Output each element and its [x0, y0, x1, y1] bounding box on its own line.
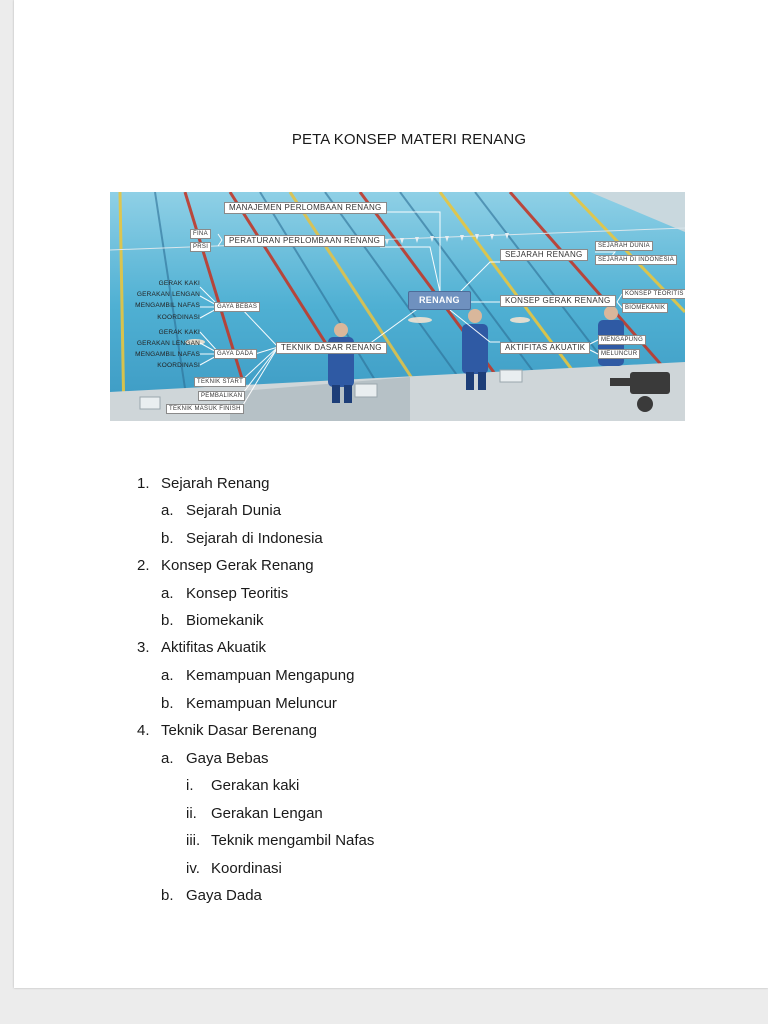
list-text: Gaya Bebas [186, 750, 269, 767]
node-center: RENANG [408, 291, 471, 310]
list-text: Koordinasi [211, 860, 282, 877]
list-marker: b. [161, 695, 174, 712]
document-page [14, 0, 768, 988]
node-mengapung: MENGAPUNG [598, 335, 646, 345]
list-marker: a. [161, 585, 174, 602]
node-prsi: PRSI [190, 242, 211, 252]
list-text: Gerakan Lengan [211, 805, 323, 822]
node-aktifitas: AKTIFITAS AKUATIK [500, 342, 590, 354]
list-text: Sejarah di Indonesia [186, 530, 323, 547]
list-marker: b. [161, 887, 174, 904]
node-konsep-gerak: KONSEP GERAK RENANG [500, 295, 616, 307]
list-text: Kemampuan Meluncur [186, 695, 337, 712]
page-title: PETA KONSEP MATERI RENANG [291, 131, 527, 148]
node-sejarah-indonesia: SEJARAH DI INDONESIA [595, 255, 677, 265]
concept-map-image [110, 192, 685, 421]
list-marker: 1. [137, 475, 150, 492]
list-text: Sejarah Dunia [186, 502, 282, 519]
list-text: Gaya Dada [186, 887, 262, 904]
label-gb-lengan: GERAKAN LENGAN [136, 291, 200, 298]
node-teknik-start: TEKNIK START [194, 377, 246, 387]
node-fina: FINA [190, 229, 211, 239]
list-text: Teknik mengambil Nafas [211, 832, 375, 849]
list-marker: i. [186, 777, 194, 794]
list-text: Kemampuan Mengapung [186, 667, 355, 684]
list-marker: 3. [137, 639, 150, 656]
label-gd-koordinasi: KOORDINASI [157, 362, 200, 369]
list-text: Konsep Gerak Renang [161, 557, 314, 574]
node-manajemen: MANAJEMEN PERLOMBAAN RENANG [224, 202, 387, 214]
label-gb-koordinasi: KOORDINASI [157, 314, 200, 321]
node-sejarah-dunia: SEJARAH DUNIA [595, 241, 653, 251]
list-marker: a. [161, 750, 174, 767]
node-teknik-dasar: TEKNIK DASAR RENANG [276, 342, 387, 354]
list-marker: ii. [186, 805, 197, 822]
node-gaya-dada: GAYA DADA [214, 349, 257, 359]
list-text: Gerakan kaki [211, 777, 300, 794]
list-marker: a. [161, 667, 174, 684]
list-text: Teknik Dasar Berenang [161, 722, 317, 739]
list-marker: b. [161, 530, 174, 547]
label-gd-nafas: MENGAMBIL NAFAS [135, 351, 200, 358]
label-gd-lengan: GERAKAN LENGAN [136, 340, 200, 347]
list-marker: b. [161, 612, 174, 629]
label-gb-nafas: MENGAMBIL NAFAS [135, 302, 200, 309]
label-gb-kaki: GERAK KAKI [158, 280, 200, 287]
list-text: Sejarah Renang [161, 475, 270, 492]
list-marker: iii. [186, 832, 201, 849]
node-teknik-finish: TEKNIK MASUK FINISH [166, 404, 244, 414]
list-text: Biomekanik [186, 612, 264, 629]
node-peraturan: PERATURAN PERLOMBAAN RENANG [224, 235, 385, 247]
node-meluncur: MELUNCUR [598, 349, 640, 359]
list-text: Aktifitas Akuatik [161, 639, 267, 656]
node-pembalikan: PEMBALIKAN [198, 391, 245, 401]
node-gaya-bebas: GAYA BEBAS [214, 302, 260, 312]
list-marker: 4. [137, 722, 150, 739]
node-biomekanik: BIOMEKANIK [622, 303, 668, 313]
list-marker: 2. [137, 557, 150, 574]
label-gd-kaki: GERAK KAKI [158, 329, 200, 336]
list-text: Konsep Teoritis [186, 585, 289, 602]
list-marker: a. [161, 502, 174, 519]
list-marker: iv. [186, 860, 200, 877]
node-sejarah: SEJARAH RENANG [500, 249, 588, 261]
node-konsep-teoritis: KONSEP TEORITIS [622, 289, 685, 299]
